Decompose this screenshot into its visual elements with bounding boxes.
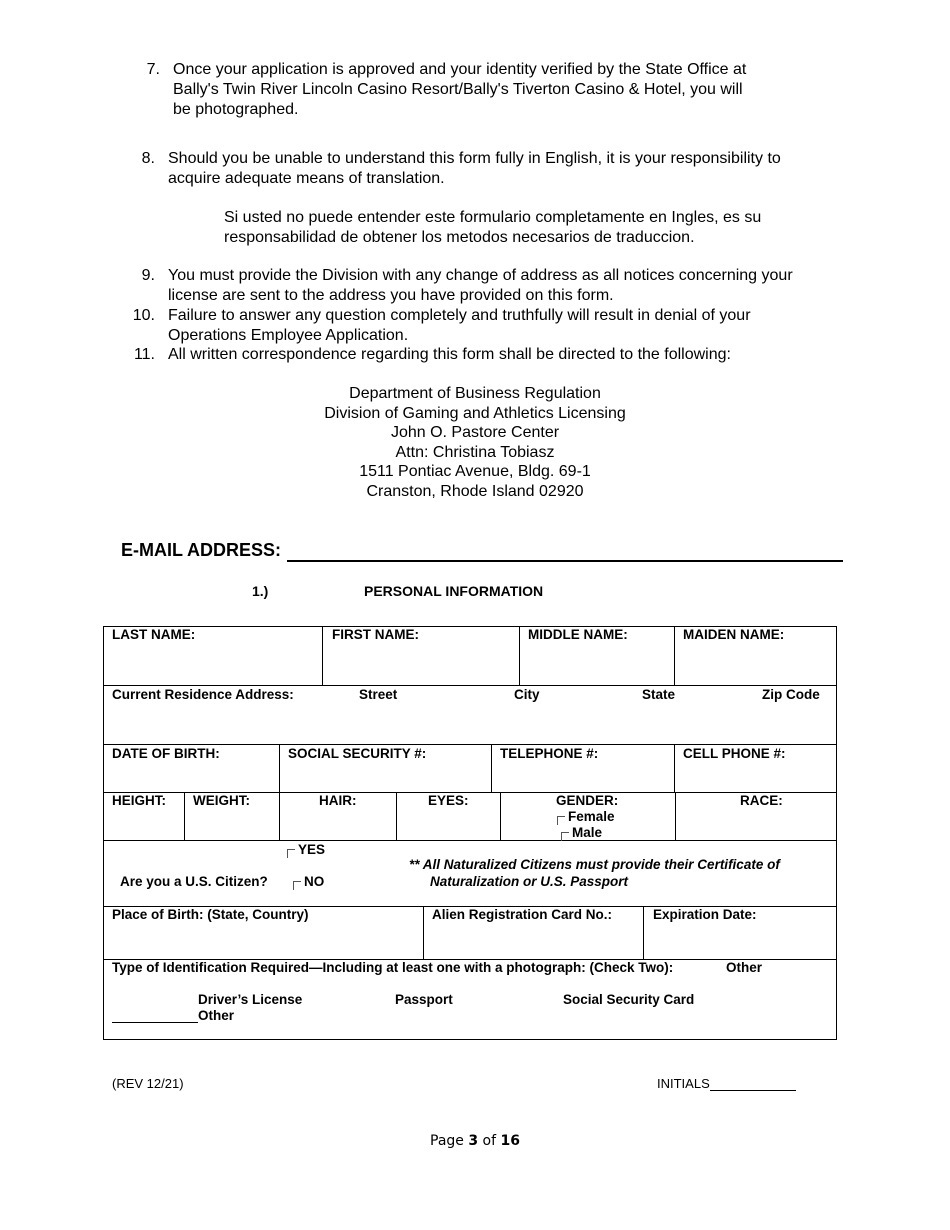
revision-label: (REV 12/21): [112, 1076, 184, 1091]
address-line: Division of Gaming and Athletics Licensing: [324, 404, 626, 422]
form-col-divider: [643, 906, 644, 959]
checkbox-icon[interactable]: [287, 849, 295, 858]
weight-label: WEIGHT:: [193, 793, 250, 808]
page-of: of: [478, 1133, 501, 1149]
form-col-divider: [396, 792, 397, 840]
item-number: 11.: [133, 346, 155, 363]
item-number: 7.: [146, 61, 160, 78]
yes-label: YES: [298, 842, 326, 857]
form-row-divider: [103, 685, 837, 686]
form-col-divider: [423, 906, 424, 959]
other-label: Other: [198, 1008, 235, 1023]
form-col-divider: [674, 744, 675, 792]
middle-name-label: MIDDLE NAME:: [528, 627, 628, 642]
naturalization-note: ** All Naturalized Citizens must provide their Certificate of: [409, 857, 780, 872]
checkbox-icon[interactable]: [557, 816, 565, 825]
item-text: You must provide the Division with any change of address as all notices concerning your: [168, 267, 793, 284]
item-text: All written correspondence regarding this form shall be directed to the following:: [168, 346, 731, 363]
page-prefix: Page: [430, 1133, 469, 1149]
naturalization-note: Naturalization or U.S. Passport: [430, 874, 629, 889]
drivers-license-option[interactable]: Driver’s License: [198, 992, 303, 1007]
instruction-11: [0, 345, 950, 365]
address-line: John O. Pastore Center: [390, 424, 560, 442]
checkbox-icon[interactable]: [561, 832, 569, 841]
height-label: HEIGHT:: [112, 793, 166, 808]
current-page: 3: [468, 1133, 479, 1149]
address-line: Attn: Christina Tobiasz: [395, 443, 555, 461]
email-field[interactable]: [287, 560, 843, 562]
item-number: 10.: [132, 307, 155, 324]
item-text: Once your application is approved and your identity verified by the State Office at: [173, 61, 747, 78]
form-col-divider: [279, 792, 280, 840]
form-row-divider: [103, 744, 837, 745]
expiration-date-label: Expiration Date:: [653, 907, 757, 922]
gender-male-option[interactable]: [561, 825, 602, 841]
city-label: City: [514, 687, 540, 702]
initials-blank[interactable]: [710, 1078, 796, 1091]
first-name-label: FIRST NAME:: [332, 627, 419, 642]
id-other-top: Other: [726, 960, 763, 975]
initials-field[interactable]: [657, 1076, 796, 1091]
initials-label: INITIALS: [657, 1076, 710, 1091]
race-label: RACE:: [740, 793, 783, 808]
item-text: acquire adequate means of translation.: [168, 170, 445, 187]
maiden-name-label: MAIDEN NAME:: [683, 627, 785, 642]
spanish-note: [224, 208, 761, 248]
item-number: 8.: [141, 150, 155, 167]
mailing-address: [0, 384, 950, 502]
dob-label: DATE OF BIRTH:: [112, 746, 220, 761]
address-line: Department of Business Regulation: [349, 385, 601, 402]
item-text: Operations Employee Application.: [168, 327, 409, 344]
residence-address-label: Current Residence Address:: [112, 687, 294, 702]
id-other-bottom[interactable]: [112, 1008, 234, 1023]
citizen-yes-option[interactable]: [287, 842, 325, 858]
item-text: license are sent to the address you have provided on this form.: [168, 287, 614, 304]
section-number: 1.): [252, 583, 269, 599]
gender-label: GENDER:: [556, 793, 619, 808]
form-col-divider: [322, 626, 323, 685]
instruction-9: [0, 266, 950, 306]
instruction-8: [0, 149, 950, 189]
checkbox-icon[interactable]: [293, 881, 301, 890]
form-col-divider: [519, 626, 520, 685]
form-col-divider: [184, 792, 185, 840]
form-row-divider: [103, 840, 837, 841]
form-col-divider: [491, 744, 492, 792]
address-line: 1511 Pontiac Avenue, Bldg. 69-1: [359, 463, 591, 481]
cell-phone-label: CELL PHONE #:: [683, 746, 786, 761]
section-title: PERSONAL INFORMATION: [364, 583, 544, 599]
instruction-7: [0, 60, 950, 120]
instruction-10: [0, 306, 950, 346]
street-label: Street: [359, 687, 398, 702]
eyes-label: EYES:: [428, 793, 469, 808]
place-of-birth-label: Place of Birth: (State, Country): [112, 907, 309, 922]
other-blank[interactable]: [112, 1008, 198, 1023]
item-text: Failure to answer any question completely and truthfully will result in denial of your: [168, 307, 751, 324]
form-col-divider: [675, 792, 676, 840]
total-pages: 16: [500, 1133, 520, 1149]
item-text: be photographed.: [173, 101, 299, 118]
no-label: NO: [304, 874, 325, 889]
spanish-line: Si usted no puede entender este formulario completamente en Ingles, es su: [224, 209, 762, 226]
spanish-line: responsabilidad de obtener los metodos necesarios de traduccion.: [224, 229, 695, 246]
email-label: E-MAIL ADDRESS:: [121, 540, 282, 560]
telephone-label: TELEPHONE #:: [500, 746, 599, 761]
passport-option[interactable]: Passport: [395, 992, 453, 1007]
alien-registration-label: Alien Registration Card No.:: [432, 907, 613, 922]
citizen-no-option[interactable]: [293, 874, 324, 890]
item-text: Should you be unable to understand this form fully in English, it is your responsibility to: [168, 150, 781, 167]
ssn-label: SOCIAL SECURITY #:: [288, 746, 427, 761]
item-text: Bally's Twin River Lincoln Casino Resort/Bally's Tiverton Casino & Hotel, you will: [173, 81, 743, 98]
last-name-label: LAST NAME:: [112, 627, 196, 642]
form-col-divider: [674, 626, 675, 685]
citizen-question: Are you a U.S. Citizen?: [120, 874, 268, 889]
page-number: [0, 1133, 950, 1149]
form-col-divider: [279, 744, 280, 792]
form-col-divider: [500, 792, 501, 840]
gender-female-option[interactable]: [557, 809, 615, 825]
item-number: 9.: [141, 267, 155, 284]
female-label: Female: [568, 809, 615, 824]
zip-label: Zip Code: [762, 687, 820, 702]
id-type-label: Type of Identification Required—Including at least one with a photograph: (Check Two):: [112, 960, 674, 975]
social-security-card-option[interactable]: Social Security Card: [563, 992, 695, 1007]
hair-label: HAIR:: [319, 793, 357, 808]
address-line: Cranston, Rhode Island 02920: [366, 482, 584, 500]
state-label: State: [642, 687, 676, 702]
male-label: Male: [572, 825, 603, 840]
